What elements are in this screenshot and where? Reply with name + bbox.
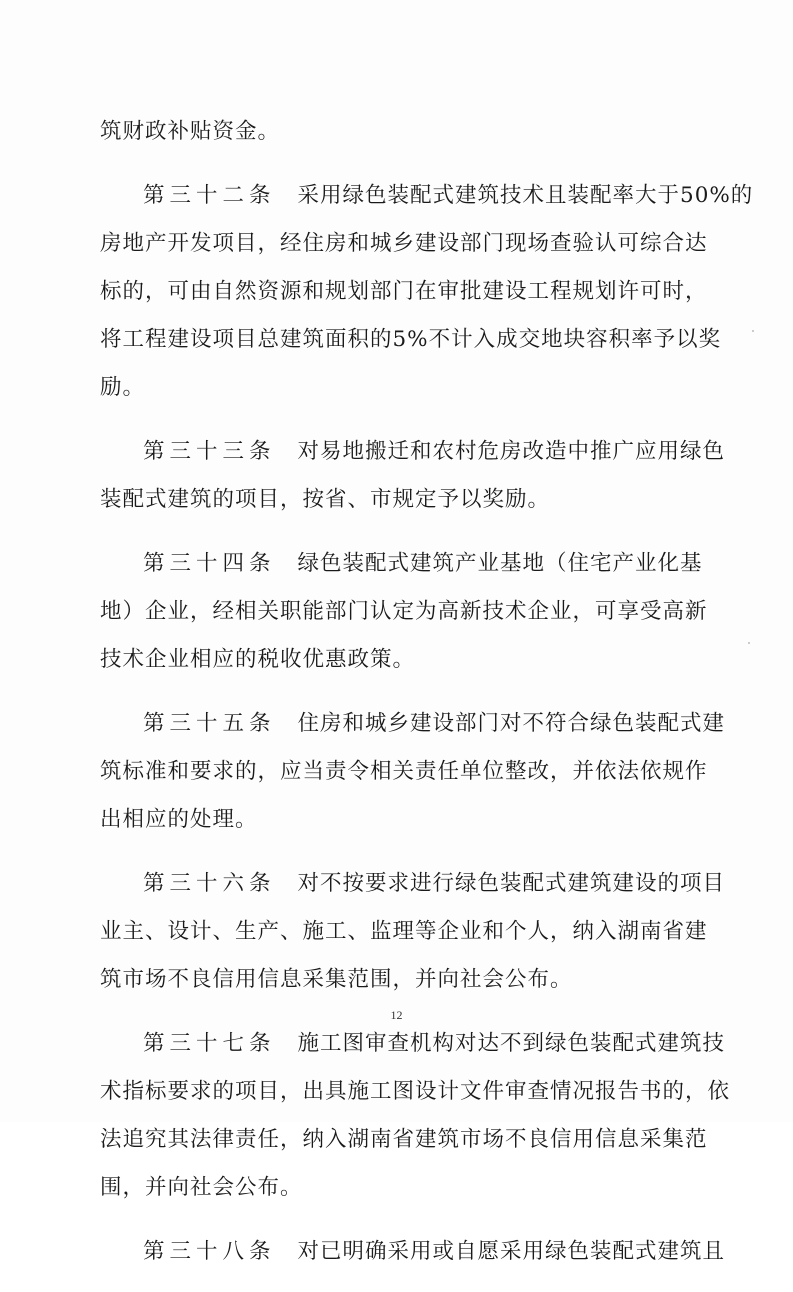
scan-speck <box>752 330 754 332</box>
text-line: 术指标要求的项目，出具施工图设计文件审查情况报告书的，依 <box>100 1079 731 1104</box>
article-number: 第三十五条 <box>143 711 276 736</box>
text-line: 出相应的处理。 <box>100 807 258 832</box>
article-text: 对不按要求进行绿色装配式建筑建设的项目 <box>297 871 726 896</box>
article-paragraph <box>100 700 726 844</box>
article-paragraph <box>100 172 754 412</box>
text-line: 房地产开发项目，经住房和城乡建设部门现场查验认可综合达 <box>100 231 708 256</box>
text-line: 筑市场不良信用信息采集范围，并向社会公布。 <box>100 967 573 992</box>
continued-paragraph <box>100 108 700 156</box>
text-line: 励。 <box>100 375 146 400</box>
text-line: 地）企业，经相关职能部门认定为高新技术企业，可享受高新 <box>100 599 708 624</box>
article-number: 第三十三条 <box>143 439 276 464</box>
text-line <box>100 1228 726 1276</box>
text-line: 装配式建筑的项目，按省、市规定予以奖励。 <box>100 487 551 512</box>
text-line: 法追究其法律责任，纳入湖南省建筑市场不良信用信息采集范 <box>100 1127 708 1152</box>
article-number: 第三十六条 <box>143 871 276 896</box>
article-number: 第三十二条 <box>143 183 276 208</box>
page-number: 12 <box>390 1008 403 1022</box>
article-paragraph <box>100 540 708 684</box>
article-text: 施工图审查机构对达不到绿色装配式建筑技 <box>297 1031 726 1056</box>
text-line: 将工程建设项目总建筑面积的5%不计入成交地块容积率予以奖 <box>100 327 722 352</box>
article-text: 对已明确采用或自愿采用绿色装配式建筑且 <box>297 1239 726 1264</box>
article-paragraph <box>100 428 726 524</box>
article-text: 绿色装配式建筑产业基地（住宅产业化基 <box>297 551 703 576</box>
article-number: 第三十四条 <box>143 551 276 576</box>
text-line <box>100 172 754 220</box>
text-line <box>100 860 726 908</box>
text-line: 筑财政补贴资金。 <box>100 119 281 144</box>
article-number: 第三十八条 <box>143 1239 276 1264</box>
text-line <box>100 700 726 748</box>
article-number: 第三十七条 <box>143 1031 276 1056</box>
article-text: 采用绿色装配式建筑技术且装配率大于50%的 <box>297 183 754 208</box>
article-text: 住房和城乡建设部门对不符合绿色装配式建 <box>297 711 726 736</box>
text-line <box>100 540 703 588</box>
article-text: 对易地搬迁和农村危房改造中推广应用绿色 <box>297 439 726 464</box>
text-line <box>100 1020 726 1068</box>
article-paragraph <box>100 1020 731 1212</box>
text-line: 业主、设计、生产、施工、监理等企业和个人，纳入湖南省建 <box>100 919 708 944</box>
document-body <box>100 108 754 1292</box>
scan-speck <box>748 642 750 644</box>
text-line: 围，并向社会公布。 <box>100 1175 303 1200</box>
text-line <box>100 428 726 476</box>
text-line: 技术企业相应的税收优惠政策。 <box>100 647 416 672</box>
article-paragraph <box>100 1228 726 1276</box>
text-line: 标的，可由自然资源和规划部门在审批建设工程规划许可时， <box>100 279 708 304</box>
article-paragraph <box>100 860 726 1004</box>
text-line: 筑标准和要求的，应当责令相关责任单位整改，并依法依规作 <box>100 759 708 784</box>
